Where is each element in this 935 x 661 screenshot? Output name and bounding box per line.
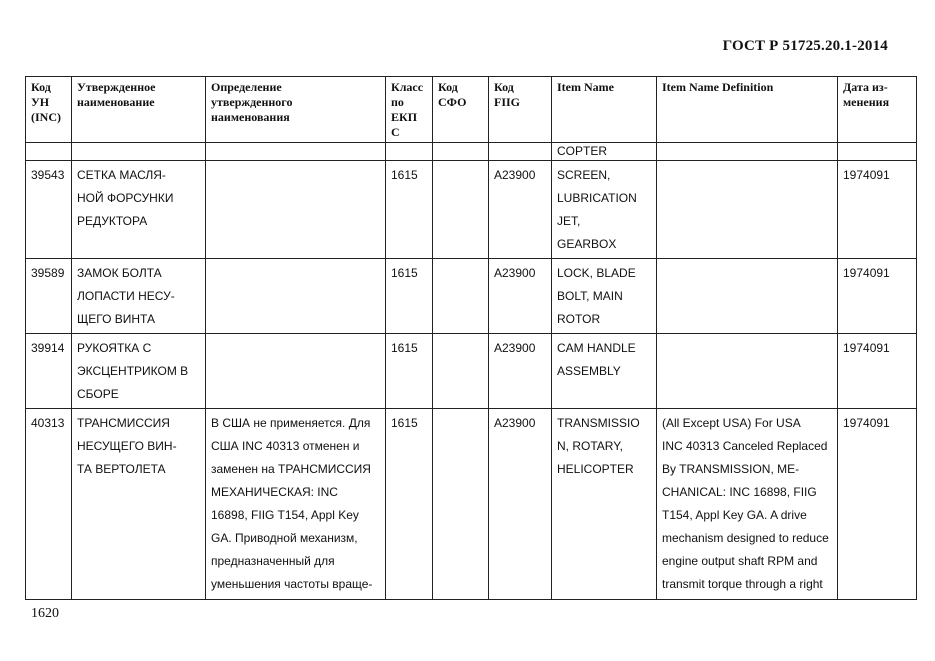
col-header-fiig: Код FIIG xyxy=(489,77,552,143)
cell-item-name: CAM HANDLE ASSEMBLY xyxy=(552,334,657,409)
cell-approved-name: СЕТКА МАСЛЯ- НОЙ ФОРСУНКИ РЕДУКТОРА xyxy=(72,161,206,259)
cell-name-definition xyxy=(206,161,386,259)
cell-name-definition xyxy=(206,259,386,334)
cell-fiig: A23900 xyxy=(489,161,552,259)
cell-inc: 39589 xyxy=(26,259,72,334)
cell-item-name-definition: (All Except USA) For USA INC 40313 Canceled Replaced By TRANSMISSION, ME- CHANICAL: INC 16898, FIIG T154, Appl Key GA. A drive mechanism designed to reduce engine output shaft RPM and transmit torque through a right xyxy=(657,409,838,600)
inc-catalog-table xyxy=(25,76,917,600)
cell-approved-name: РУКОЯТКА С ЭКСЦЕНТРИКОМ В СБОРЕ xyxy=(72,334,206,409)
page-number: 1620 xyxy=(31,606,59,621)
cell-inc: 40313 xyxy=(26,409,72,600)
cell-item-name: LOCK, BLADE BOLT, MAIN ROTOR xyxy=(552,259,657,334)
cell-change-date: 1974091 xyxy=(838,259,917,334)
cell-item-name-definition xyxy=(657,259,838,334)
cell-item-name-definition xyxy=(657,334,838,409)
cell-item-name: COPTER xyxy=(552,143,657,161)
col-header-inc: Код УН (INC) xyxy=(26,77,72,143)
cell-approved-name: ЗАМОК БОЛТА ЛОПАСТИ НЕСУ- ЩЕГО ВИНТА xyxy=(72,259,206,334)
cell-fiig: A23900 xyxy=(489,409,552,600)
col-header-approved-name: Утвержденное наименование xyxy=(72,77,206,143)
cell-approved-name: ТРАНСМИССИЯ НЕСУЩЕГО ВИН- ТА ВЕРТОЛЕТА xyxy=(72,409,206,600)
table-row xyxy=(26,259,917,334)
cell-item-name-definition xyxy=(657,161,838,259)
col-header-sfo: Код СФО xyxy=(433,77,489,143)
cell-name-definition xyxy=(206,334,386,409)
cell-sfo xyxy=(433,161,489,259)
cell-change-date: 1974091 xyxy=(838,409,917,600)
cell-change-date: 1974091 xyxy=(838,161,917,259)
table-row xyxy=(26,161,917,259)
cell-change-date: 1974091 xyxy=(838,334,917,409)
cell-item-name: TRANSMISSIO N, ROTARY, HELICOPTER xyxy=(552,409,657,600)
cell-sfo xyxy=(433,334,489,409)
cell-sfo xyxy=(433,409,489,600)
document-standard-header: ГОСТ Р 51725.20.1-2014 xyxy=(722,38,888,54)
cell-fiig: A23900 xyxy=(489,259,552,334)
col-header-name-definition: Определение утвержденного наименования xyxy=(206,77,386,143)
cell-class: 1615 xyxy=(386,334,433,409)
table-row xyxy=(26,409,917,600)
col-header-change-date: Дата из- менения xyxy=(838,77,917,143)
cell-inc: 39543 xyxy=(26,161,72,259)
table-row xyxy=(26,334,917,409)
cell-item-name: SCREEN, LUBRICATION JET, GEARBOX xyxy=(552,161,657,259)
cell-class: 1615 xyxy=(386,161,433,259)
cell-sfo xyxy=(433,259,489,334)
col-header-class: Класс по ЕКП С xyxy=(386,77,433,143)
cell-inc: 39914 xyxy=(26,334,72,409)
col-header-item-name: Item Name xyxy=(552,77,657,143)
cell-name-definition: В США не применяется. Для США INC 40313 отменен и заменен на ТРАНСМИССИЯ МЕХАНИЧЕСКАЯ: INC 16898, FIIG T154, Appl Key GA. Приводной механизм, предназначенный для уменьшения частоты враще- xyxy=(206,409,386,600)
cell-class: 1615 xyxy=(386,409,433,600)
cell-fiig: A23900 xyxy=(489,334,552,409)
table-row-continuation xyxy=(26,143,917,161)
table-header-row xyxy=(26,77,917,143)
col-header-item-name-definition: Item Name Definition xyxy=(657,77,838,143)
cell-class: 1615 xyxy=(386,259,433,334)
